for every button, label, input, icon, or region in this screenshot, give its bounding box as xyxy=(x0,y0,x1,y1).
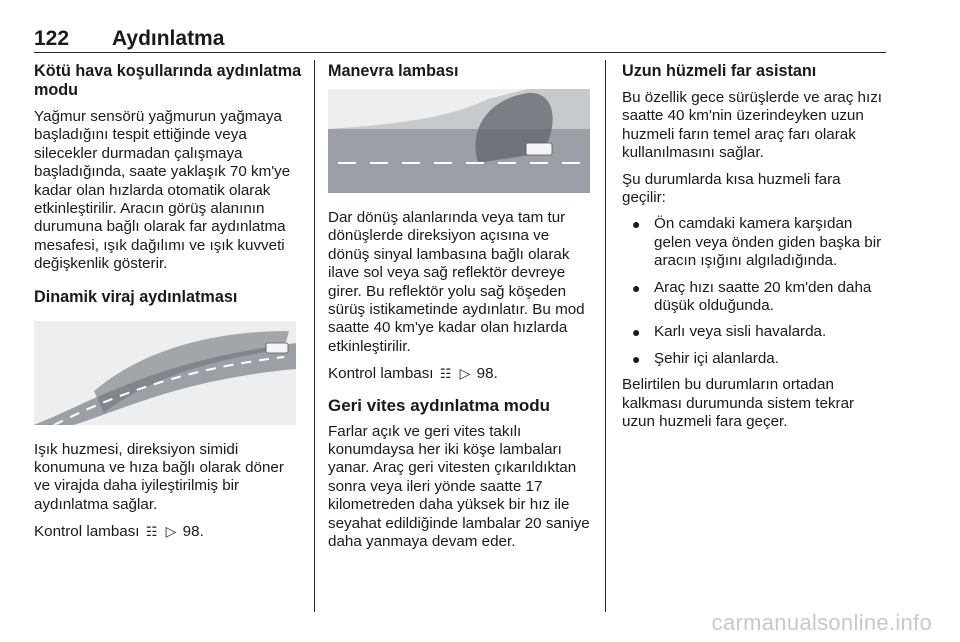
heading-bad-weather: Kötü hava koşullarında aydınlatma modu xyxy=(34,62,302,99)
column-3 xyxy=(622,62,886,440)
heading-cornering-light: Manevra lambası xyxy=(328,62,459,80)
text-cornering-light: Dar dönüş alanlarında veya tam tur dönüşlerde direksiyon açısına ve dönüş sinyal lambasına bağlı olarak ilave sol veya sağ reflektör devreye girer. Bu reflektör yolu sağ köşeden sürüş istikametinde aydınlatır. Bu mod saatte 40 km'ye kadar olan hızlarda etkinleştirilir. xyxy=(328,209,585,355)
heading-dynamic-cornering: Dinamik viraj aydınlatması xyxy=(34,287,238,306)
reference-control-lamp-1 xyxy=(34,522,302,541)
reference-page[interactable]: 98. xyxy=(182,523,204,541)
bullet-dot-icon: ● xyxy=(632,324,641,341)
text-dynamic-cornering: Işık huzmesi, direksiyon simidi konumuna ve hıza bağlı olarak döner ve virajda daha iyileştirilmiş bir aydınlatma sağlar. xyxy=(34,440,284,513)
column-divider-2 xyxy=(605,60,606,612)
header-rule xyxy=(34,52,886,53)
list-item: ● Karlı veya sisli havalarda. xyxy=(632,323,827,341)
chapter-title: Aydınlatma xyxy=(112,27,225,50)
bullet-dot-icon: ● xyxy=(632,279,641,296)
list-item: ● Ön camdaki kamera karşıdan gelen veya önden giden başka bir aracın ışığını algıladığında. xyxy=(632,215,882,270)
reference-page[interactable]: 98. xyxy=(476,365,498,383)
reference-control-lamp-2 xyxy=(328,364,592,383)
text-return-high-beam: Belirtilen bu durumların ortadan kalkması durumunda sistem tekrar uzun huzmeli fara geçer. xyxy=(622,376,855,431)
bullet-dot-icon: ● xyxy=(632,350,641,367)
arrow-reference-icon: ▷ xyxy=(459,365,471,382)
column-2 xyxy=(328,62,592,560)
page-number: 122 xyxy=(34,27,70,50)
watermark: carmanualsonline.info xyxy=(711,610,932,635)
page-header xyxy=(34,27,886,53)
bullet-dot-icon: ● xyxy=(632,216,641,233)
list-item: ● Şehir içi alanlarda. xyxy=(632,349,779,367)
headlamp-icon: ☷ xyxy=(439,366,452,382)
reference-label: Kontrol lambası xyxy=(34,523,140,541)
illustration-cornering-light xyxy=(328,89,590,193)
heading-reverse-lighting: Geri vites aydınlatma modu xyxy=(328,395,551,415)
column-divider-1 xyxy=(314,60,315,612)
text-high-beam-assist: Bu özellik gece sürüşlerde ve araç hızı saatte 40 km'nin üzerindeyken uzun huzmeli farın temel araç farı olarak kullanılmasını sağlar. xyxy=(622,89,883,162)
illustration-dynamic-cornering xyxy=(34,321,296,425)
text-bad-weather: Yağmur sensörü yağmurun yağmaya başladığını tespit ettiğinde veya silecekler durmadan çalışmaya başladığında, saate yaklaşık 70 km'ye kadar olan hızlarda otomatik olarak etkinleştirilir. Aracın görüş alanının durumuna bağlı olarak far aydınlatma mesafesi, ışık dağılımı ve ışık kuvveti değişkenlik gösterir. xyxy=(34,108,291,273)
headlamp-icon: ☷ xyxy=(145,524,158,540)
column-1 xyxy=(34,62,302,550)
reference-label: Kontrol lambası xyxy=(328,365,434,383)
heading-high-beam-assist: Uzun hüzmeli far asistanı xyxy=(622,62,817,80)
text-reverse-lighting: Farlar açık ve geri vites takılı konumdaysa her iki köşe lambaları yanar. Araç geri vitesten çıkarıldıktan sonra veya ileri yönde saatte 17 kilometreden daha yüksek bir hız ile seyahat edildiğinde lambalar 20 saniye daha yanmaya devam eder. xyxy=(328,422,590,551)
text-low-beam-conditions: Şu durumlarda kısa huzmeli fara geçilir: xyxy=(622,170,841,207)
arrow-reference-icon: ▷ xyxy=(165,523,177,540)
condition-list xyxy=(622,215,886,368)
list-item: ● Araç hızı saatte 20 km'den daha düşük olduğunda. xyxy=(632,278,872,315)
